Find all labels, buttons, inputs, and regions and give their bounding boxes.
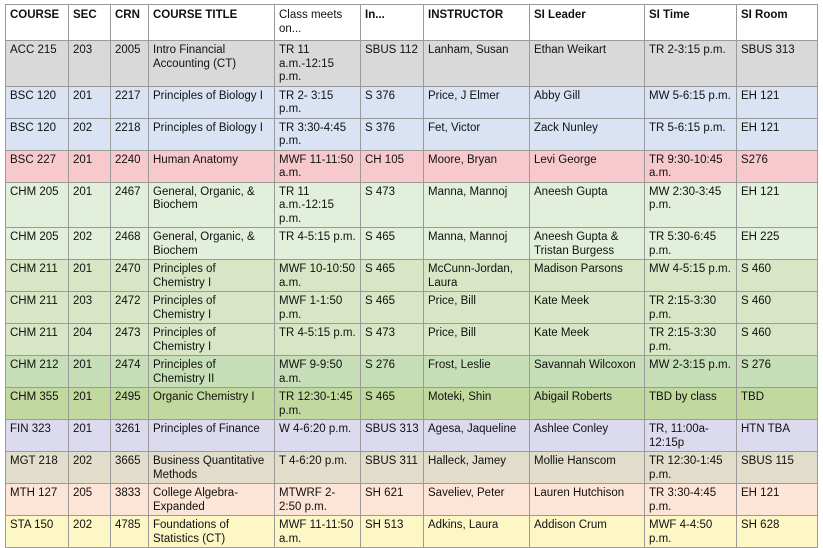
cell-crn: 2217 [111,86,149,118]
cell-course: CHM 211 [6,260,69,292]
cell-course: STA 150 [6,516,69,548]
cell-class-meets: W 4-6:20 p.m. [275,420,361,452]
cell-si-room: EH 121 [737,182,818,228]
cell-si-leader: Aneesh Gupta & Tristan Burgess [530,228,645,260]
cell-instructor: Lanham, Susan [424,41,530,87]
cell-si-time: TR 12:30-1:45 p.m. [645,452,737,484]
cell-class-meets: MWF 11-11:50 a.m. [275,516,361,548]
cell-class-meets: MWF 11-11:50 a.m. [275,150,361,182]
cell-si-room: EH 121 [737,86,818,118]
table-row [6,228,818,260]
si-schedule-table [5,4,818,548]
cell-course-title: Principles of Finance [149,420,275,452]
cell-si-time: TR 2:15-3:30 p.m. [645,292,737,324]
cell-instructor: Frost, Leslie [424,356,530,388]
cell-si-time: MW 4-5:15 p.m. [645,260,737,292]
cell-instructor: Moore, Bryan [424,150,530,182]
cell-crn: 4785 [111,516,149,548]
table-body [6,41,818,548]
cell-course: CHM 212 [6,356,69,388]
cell-course: MGT 218 [6,452,69,484]
header-si-leader: SI Leader [530,5,645,41]
cell-instructor: Price, J Elmer [424,86,530,118]
header-si-time: SI Time [645,5,737,41]
table-row [6,292,818,324]
cell-course-title: General, Organic, & Biochem [149,182,275,228]
cell-si-leader: Abby Gill [530,86,645,118]
cell-course-title: Principles of Biology I [149,118,275,150]
cell-location: S 473 [361,182,424,228]
cell-crn: 2495 [111,388,149,420]
cell-crn: 2218 [111,118,149,150]
cell-course: FIN 323 [6,420,69,452]
table-row [6,182,818,228]
cell-si-room: SBUS 313 [737,41,818,87]
cell-instructor: Moteki, Shin [424,388,530,420]
cell-location: S 473 [361,324,424,356]
cell-si-time: TR 2:15-3:30 p.m. [645,324,737,356]
cell-si-room: S 460 [737,324,818,356]
cell-class-meets: MWF 9-9:50 a.m. [275,356,361,388]
cell-si-leader: Lauren Hutchison [530,484,645,516]
cell-sec: 201 [69,388,111,420]
cell-course-title: Intro Financial Accounting (CT) [149,41,275,87]
cell-course-title: General, Organic, & Biochem [149,228,275,260]
table-row [6,484,818,516]
header-crn: CRN [111,5,149,41]
header-row [6,5,818,41]
cell-crn: 2468 [111,228,149,260]
table-row [6,516,818,548]
cell-instructor: Adkins, Laura [424,516,530,548]
cell-sec: 201 [69,356,111,388]
cell-sec: 203 [69,292,111,324]
cell-si-room: TBD [737,388,818,420]
table-row [6,356,818,388]
table-row [6,324,818,356]
cell-crn: 2470 [111,260,149,292]
cell-location: SBUS 311 [361,452,424,484]
cell-instructor: Halleck, Jamey [424,452,530,484]
cell-course-title: Human Anatomy [149,150,275,182]
cell-sec: 201 [69,150,111,182]
table-row [6,118,818,150]
cell-si-leader: Ashlee Conley [530,420,645,452]
cell-course-title: Principles of Biology I [149,86,275,118]
cell-si-time: MW 5-6:15 p.m. [645,86,737,118]
cell-course: MTH 127 [6,484,69,516]
cell-course: CHM 205 [6,228,69,260]
cell-si-room: S 276 [737,356,818,388]
cell-sec: 205 [69,484,111,516]
cell-course-title: Principles of Chemistry I [149,260,275,292]
cell-location: S 376 [361,86,424,118]
table-row [6,388,818,420]
cell-sec: 202 [69,228,111,260]
cell-sec: 203 [69,41,111,87]
cell-si-time: MWF 4-4:50 p.m. [645,516,737,548]
cell-si-room: SBUS 115 [737,452,818,484]
cell-si-time: TR 9:30-10:45 a.m. [645,150,737,182]
cell-crn: 3261 [111,420,149,452]
cell-sec: 202 [69,452,111,484]
cell-crn: 2473 [111,324,149,356]
cell-crn: 2005 [111,41,149,87]
cell-sec: 204 [69,324,111,356]
cell-si-room: S 460 [737,292,818,324]
header-si-room: SI Room [737,5,818,41]
cell-course-title: Organic Chemistry I [149,388,275,420]
cell-si-time: TR 5-6:15 p.m. [645,118,737,150]
cell-location: CH 105 [361,150,424,182]
cell-si-time: TR 3:30-4:45 p.m. [645,484,737,516]
table-row [6,260,818,292]
cell-location: S 276 [361,356,424,388]
cell-si-leader: Savannah Wilcoxon [530,356,645,388]
cell-class-meets: TR 12:30-1:45 p.m. [275,388,361,420]
header-class-meets: Class meets on... [275,5,361,41]
cell-class-meets: MWF 10-10:50 a.m. [275,260,361,292]
cell-instructor: Price, Bill [424,324,530,356]
cell-course: ACC 215 [6,41,69,87]
schedule-table-container [5,4,818,548]
cell-class-meets: T 4-6:20 p.m. [275,452,361,484]
table-row [6,41,818,87]
cell-location: S 465 [361,260,424,292]
cell-si-room: HTN TBA [737,420,818,452]
cell-crn: 2240 [111,150,149,182]
cell-sec: 202 [69,516,111,548]
cell-course: BSC 227 [6,150,69,182]
cell-class-meets: MWF 1-1:50 p.m. [275,292,361,324]
cell-si-time: MW 2-3:15 p.m. [645,356,737,388]
cell-si-time: TR 2-3:15 p.m. [645,41,737,87]
cell-si-room: SH 628 [737,516,818,548]
cell-course: CHM 205 [6,182,69,228]
cell-si-leader: Zack Nunley [530,118,645,150]
cell-course: BSC 120 [6,86,69,118]
cell-crn: 3833 [111,484,149,516]
cell-crn: 2474 [111,356,149,388]
cell-location: S 465 [361,228,424,260]
cell-class-meets: TR 4-5:15 p.m. [275,324,361,356]
cell-location: SBUS 112 [361,41,424,87]
cell-instructor: Saveliev, Peter [424,484,530,516]
cell-si-room: EH 225 [737,228,818,260]
cell-sec: 201 [69,260,111,292]
cell-sec: 201 [69,86,111,118]
cell-instructor: Price, Bill [424,292,530,324]
cell-si-leader: Addison Crum [530,516,645,548]
cell-si-leader: Kate Meek [530,324,645,356]
cell-location: SBUS 313 [361,420,424,452]
cell-course-title: Business Quantitative Methods [149,452,275,484]
cell-sec: 202 [69,118,111,150]
header-course: COURSE [6,5,69,41]
cell-class-meets: TR 11 a.m.-12:15 p.m. [275,41,361,87]
cell-class-meets: MTWRF 2-2:50 p.m. [275,484,361,516]
cell-si-room: S 460 [737,260,818,292]
header-sec: SEC [69,5,111,41]
cell-instructor: McCunn-Jordan, Laura [424,260,530,292]
cell-si-time: TR 5:30-6:45 p.m. [645,228,737,260]
cell-si-leader: Kate Meek [530,292,645,324]
cell-course-title: Principles of Chemistry II [149,356,275,388]
cell-si-room: EH 121 [737,484,818,516]
cell-location: S 465 [361,292,424,324]
cell-instructor: Manna, Mannoj [424,182,530,228]
cell-course-title: Foundations of Statistics (CT) [149,516,275,548]
cell-si-leader: Levi George [530,150,645,182]
table-row [6,452,818,484]
cell-si-room: S276 [737,150,818,182]
cell-class-meets: TR 11 a.m.-12:15 p.m. [275,182,361,228]
cell-class-meets: TR 3:30-4:45 p.m. [275,118,361,150]
cell-course-title: College Algebra-Expanded [149,484,275,516]
cell-location: S 376 [361,118,424,150]
cell-course: CHM 211 [6,324,69,356]
cell-crn: 3665 [111,452,149,484]
cell-sec: 201 [69,182,111,228]
cell-crn: 2467 [111,182,149,228]
cell-si-leader: Aneesh Gupta [530,182,645,228]
cell-si-time: MW 2:30-3:45 p.m. [645,182,737,228]
cell-location: SH 513 [361,516,424,548]
cell-course: BSC 120 [6,118,69,150]
cell-crn: 2472 [111,292,149,324]
cell-course-title: Principles of Chemistry I [149,292,275,324]
cell-location: SH 621 [361,484,424,516]
table-row [6,86,818,118]
cell-class-meets: TR 4-5:15 p.m. [275,228,361,260]
table-row [6,420,818,452]
cell-si-time: TR, 11:00a-12:15p [645,420,737,452]
cell-class-meets: TR 2- 3:15 p.m. [275,86,361,118]
cell-course: CHM 211 [6,292,69,324]
cell-si-leader: Madison Parsons [530,260,645,292]
cell-course-title: Principles of Chemistry I [149,324,275,356]
header-course-title: COURSE TITLE [149,5,275,41]
cell-course: CHM 355 [6,388,69,420]
header-instructor: INSTRUCTOR [424,5,530,41]
cell-si-time: TBD by class [645,388,737,420]
cell-instructor: Agesa, Jaqueline [424,420,530,452]
cell-si-room: EH 121 [737,118,818,150]
cell-sec: 201 [69,420,111,452]
table-row [6,150,818,182]
cell-si-leader: Abigail Roberts [530,388,645,420]
cell-si-leader: Mollie Hanscom [530,452,645,484]
cell-location: S 465 [361,388,424,420]
cell-si-leader: Ethan Weikart [530,41,645,87]
cell-instructor: Fet, Victor [424,118,530,150]
header-location: In... [361,5,424,41]
cell-instructor: Manna, Mannoj [424,228,530,260]
